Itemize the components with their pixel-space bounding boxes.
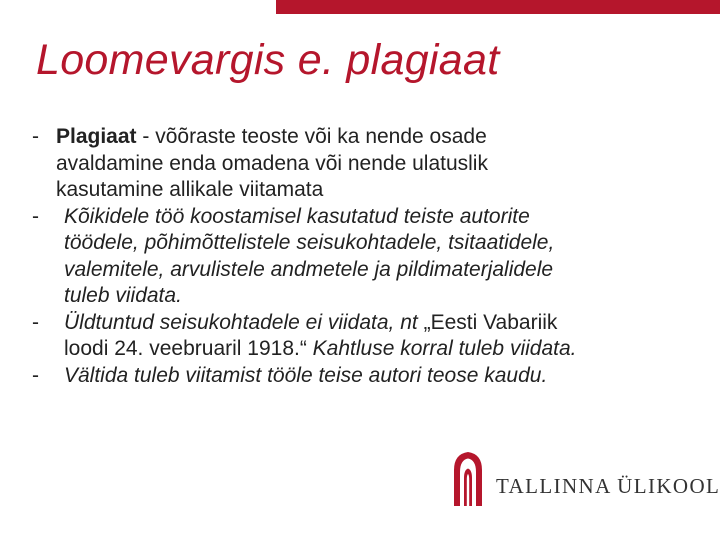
bullet-text-line: Kõikidele töö koostamisel kasutatud teiste autorite — [64, 204, 530, 228]
bullet-text-line: valemitele, arvulistele andmetele ja pildimaterjalidele — [64, 257, 554, 281]
bullet-item-plagiaat — [32, 124, 692, 204]
bullet-text-line: töödele, põhimõttelistele seisukohtadele, tsitaatidele, — [64, 231, 555, 254]
university-logo — [448, 450, 720, 506]
bullet-item-secondary-citation — [32, 363, 692, 390]
bullet-text-line: Kahtluse korral tuleb viidata. — [306, 337, 577, 360]
bullet-marker: - — [32, 310, 39, 334]
bullet-text-line: tuleb viidata. — [64, 284, 182, 307]
logo-text: TALLINNA ÜLIKOOL — [496, 474, 720, 498]
bullet-marker: - — [32, 204, 39, 228]
term-plagiaat: Plagiaat — [56, 125, 137, 148]
slide-title: Loomevargis e. plagiaat — [36, 36, 500, 84]
definition-line-2: avaldamine enda omadena või nende ulatuslik — [56, 151, 488, 175]
example-quote-end: loodi 24. veebruaril 1918.“ — [64, 337, 307, 360]
top-accent-bar — [276, 0, 720, 14]
bullet-text-line: Üldtuntud seisukohtadele ei viidata, nt — [64, 310, 424, 334]
tallinn-university-arch-icon — [452, 450, 484, 506]
bullet-list — [32, 124, 692, 389]
bullet-marker: - — [32, 363, 39, 387]
definition-line-3: kasutamine allikale viitamata — [56, 178, 324, 201]
bullet-text-line: Vältida tuleb viitamist tööle teise autori teose kaudu. — [64, 363, 548, 387]
bullet-item-common-knowledge — [32, 310, 692, 363]
bullet-item-referencing — [32, 204, 692, 310]
definition-line-1: - võõraste teoste või ka nende osade — [136, 125, 487, 148]
example-quote-start: „Eesti Vabariik — [423, 310, 558, 334]
bullet-marker: - — [32, 125, 39, 148]
